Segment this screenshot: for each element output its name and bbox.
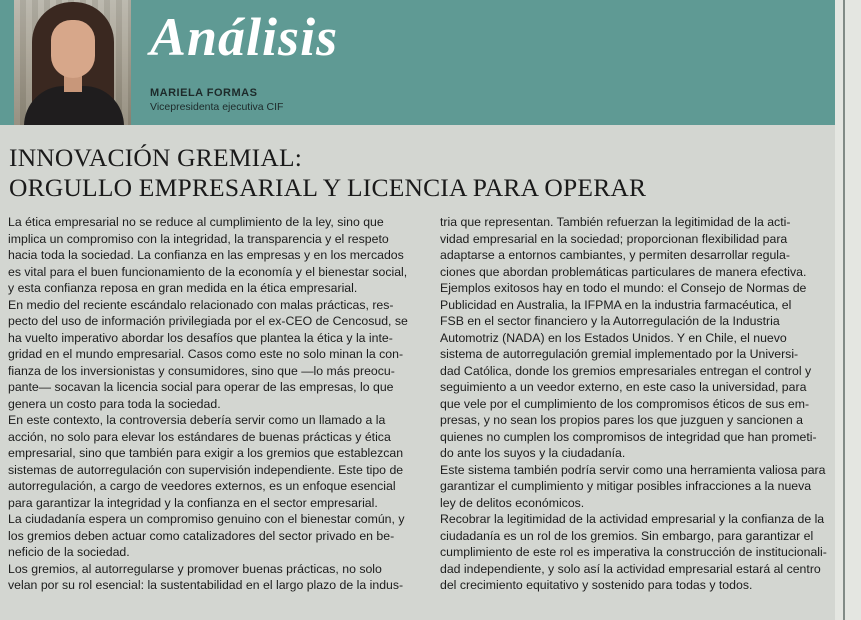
article-text-line: empresarial, sino que también para exigir a los gremios que establezcan (8, 446, 404, 460)
article-text-line: En este contexto, la controversia debería servir como un llamado a la (8, 413, 386, 427)
article-text-line: sistemas de autorregulación con supervisión independiente. Este tipo de (8, 462, 404, 477)
article-text-line: do ante los suyos y la ciudadanía. (440, 446, 626, 460)
article-text-line: ha vuelto imperativo abordar los desafíos que plantea la ética y la inte- (8, 330, 393, 345)
article-text-line: autorregulación, a cargo de veedores externos, es un enfoque esencial (8, 479, 396, 493)
article-text-line: neficio de la sociedad. (8, 545, 130, 559)
headline-line-2: ORGULLO EMPRESARIAL Y LICENCIA PARA OPERAR (9, 173, 647, 202)
article-text-line: para garantizar la integridad y la confianza en el sector empresarial. (8, 495, 378, 510)
article-text-line: Ejemplos exitosos hay en todo el mundo: el Consejo de Normas de (440, 281, 807, 295)
article-text-line: ciones que abordan problemáticas particulares de manera efectiva. (440, 264, 807, 279)
author-name: MARIELA FORMAS (150, 87, 258, 99)
article-text-line: Recobrar la legitimidad de la actividad empresarial y la confianza de la (440, 512, 825, 526)
article-text-line: cumplimiento de este rol es imperativa la construcción de institucionali- (440, 545, 827, 559)
article-text-line: garantizar el cumplimiento y mitigar posibles infracciones a la nueva (440, 479, 812, 493)
article-text-line: adaptarse a entornos cambiantes, y permiten desarrollar regula- (440, 248, 790, 262)
article-text-line: que vele por el cumplimiento de los compromisos éticos de sus em- (440, 396, 810, 411)
article-text-line: sistema de autorregulación gremial implementado por la Universi- (440, 347, 799, 361)
article-text-line: implica un compromiso con la integridad, la transparencia y el respeto (8, 231, 389, 246)
section-title: Análisis (150, 7, 339, 67)
article-text-line: FSB en el sector financiero y la Autorregulación de la Industria (440, 314, 780, 328)
article-text-line: los gremios deben actuar como catalizadores del sector privado en be- (8, 528, 395, 543)
edge-line (843, 0, 845, 620)
article-text-line: presas, y no sean los propios pares los que juzguen y sancionen a (440, 413, 803, 427)
article-text-line: ciudadanía es un rol de los gremios. Sin embargo, para garantizar el (440, 528, 814, 543)
article-text-line: En medio del reciente escándalo relacionado con malas prácticas, res- (8, 297, 394, 312)
article-text-line: dad independiente, y solo así la actividad empresarial estará al centro (440, 561, 821, 576)
article-text-line: dad Católica, donde los gremios empresariales entregan el control y (440, 363, 812, 378)
article-text-line: pecto del uso de información privilegiada por el ex-CEO de Cencosud, se (8, 314, 408, 328)
article-text-line: y esta confianza reposa en gran medida en la ética empresarial. (8, 281, 358, 295)
article-text-line: La ciudadanía espera un compromiso genuino con el bienestar común, y (8, 512, 405, 526)
article-text-line: tria que representan. También refuerzan la legitimidad de la acti- (440, 215, 791, 229)
article-column-left (8, 214, 423, 594)
author-role: Vicepresidenta ejecutiva CIF (150, 101, 284, 113)
article-text-line: velan por su rol esencial: la sustentabilidad en el largo plazo de la indus- (8, 578, 404, 592)
article-text-line: es vital para el buen funcionamiento de la economía y el bienestar social, (8, 264, 408, 279)
article-text-line: vidad empresarial en la sociedad; proporcionan flexibilidad para (440, 231, 788, 246)
article-text-line: genera un costo para toda la sociedad. (8, 396, 221, 411)
page-edge-strip (835, 0, 861, 620)
article-headline (9, 143, 829, 203)
article-column-right (440, 214, 837, 594)
article-text-line: Los gremios, al autorregularse y promover buenas prácticas, no solo (8, 561, 382, 576)
article-text-line: gridad en el mundo empresarial. Casos como este no solo minan la con- (8, 347, 404, 361)
article-text-line: pante— socavan la licencia social para operar de las empresas, lo que (8, 380, 394, 394)
headline-line-1: INNOVACIÓN GREMIAL: (9, 143, 303, 172)
article-text-line: La ética empresarial no se reduce al cumplimiento de la ley, sino que (8, 215, 384, 229)
article-text-line: quienes no cumplen los compromisos de integridad que han prometi- (440, 429, 817, 444)
article-text-line: Automotriz (NADA) en los Estados Unidos. Y en Chile, el nuevo (440, 330, 787, 345)
article-text-line: del crecimiento equitativo y sostenido para todas y todos. (440, 578, 753, 592)
article-text-line: fianza de los inversionistas y consumidores, sino que —lo más preocu- (8, 363, 395, 378)
article-text-line: ley de delitos económicos. (440, 495, 585, 510)
article-text-line: hacia toda la sociedad. La confianza en las empresas y en los mercados (8, 248, 404, 262)
article-text-line: Este sistema también podría servir como una herramienta valiosa para (440, 462, 826, 477)
author-photo (14, 0, 131, 125)
article-text-line: acción, no solo para elevar los estándares de buenas prácticas y ética (8, 429, 391, 444)
article-text-line: Publicidad en Australia, la IFPMA en la industria farmacéutica, el (440, 297, 792, 312)
article-text-line: seguimiento a un veedor externo, en este caso la universidad, para (440, 380, 807, 394)
